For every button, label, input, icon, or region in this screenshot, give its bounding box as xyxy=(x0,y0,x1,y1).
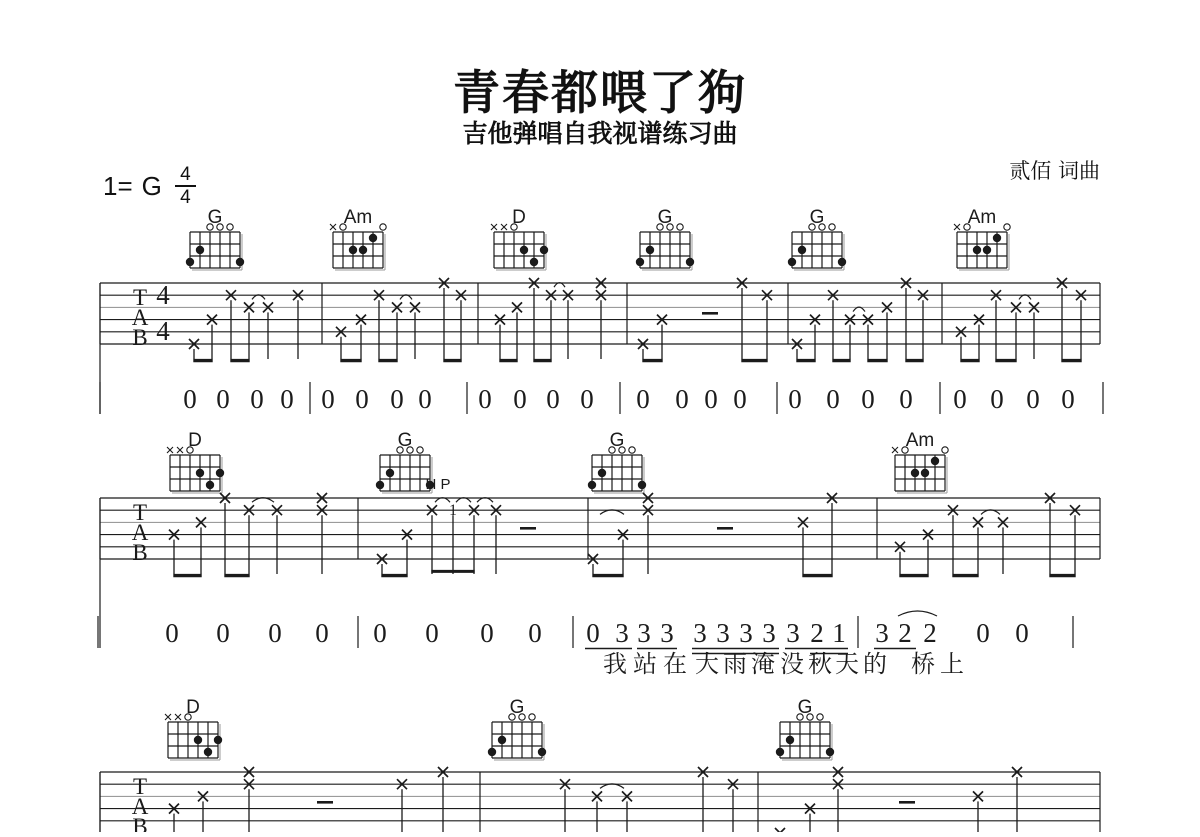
score-text: B xyxy=(132,814,148,832)
open-string-marker xyxy=(942,447,948,453)
score-text: 3 xyxy=(739,618,753,648)
finger-dot xyxy=(488,748,496,756)
score-text: 0 xyxy=(546,384,560,414)
score-text: 0 xyxy=(675,384,689,414)
muted-string-marker xyxy=(491,224,497,230)
score-text: T xyxy=(132,774,148,799)
song-title: 青春都喂了狗 xyxy=(453,66,747,121)
score-text: G xyxy=(509,697,525,718)
score-text: 站 xyxy=(633,650,657,678)
finger-dot xyxy=(376,481,384,489)
score-text: 0 xyxy=(321,384,335,414)
finger-dot xyxy=(686,258,694,266)
finger-dot xyxy=(993,234,1001,242)
score-text: 2 xyxy=(810,618,824,648)
score-text: A xyxy=(131,794,149,819)
half-rest-dash xyxy=(317,801,333,804)
score-text: 0 xyxy=(425,618,439,648)
tab-x-note xyxy=(775,828,785,832)
score-text: 雨 xyxy=(723,650,747,678)
finger-dot xyxy=(359,246,367,254)
score-text: 桥 xyxy=(911,650,935,678)
score-text: 4 xyxy=(156,316,170,346)
finger-dot xyxy=(538,748,546,756)
score-text: 0 xyxy=(165,618,179,648)
score-text: 大 xyxy=(695,650,719,678)
finger-dot xyxy=(498,736,506,744)
finger-dot xyxy=(826,748,834,756)
score-text: G xyxy=(397,430,413,451)
score-text: 0 xyxy=(704,384,718,414)
score-text: Am xyxy=(905,430,935,451)
score-text: Am xyxy=(343,207,373,228)
score-text: 0 xyxy=(480,618,494,648)
score-text: 0 xyxy=(280,384,294,414)
finger-dot xyxy=(786,736,794,744)
finger-dot xyxy=(196,469,204,477)
muted-string-marker xyxy=(167,447,173,453)
finger-dot xyxy=(540,246,548,254)
score-text: 0 xyxy=(580,384,594,414)
score-text: 0 xyxy=(216,384,230,414)
half-rest-dash xyxy=(899,801,915,804)
song-subtitle: 吉他弹唱自我视谱练习曲 xyxy=(462,119,738,148)
finger-dot xyxy=(636,258,644,266)
jianpu-row xyxy=(98,611,1073,654)
score-text: 0 xyxy=(216,618,230,648)
score-text: 0 xyxy=(953,384,967,414)
finger-dot xyxy=(983,246,991,254)
score-text: 3 xyxy=(716,618,730,648)
score-text: 上 xyxy=(940,650,964,678)
score-text: 在 xyxy=(663,650,687,678)
half-rest-dash xyxy=(717,527,733,530)
score-text: A xyxy=(131,520,149,545)
score-text: 淹 xyxy=(751,650,775,678)
score-text: 0 xyxy=(250,384,264,414)
score-text: 0 xyxy=(1026,384,1040,414)
muted-string-marker xyxy=(175,714,181,720)
open-string-marker xyxy=(529,714,535,720)
score-text: 4 xyxy=(156,280,170,310)
score-text: 1 xyxy=(449,502,457,520)
muted-string-marker xyxy=(165,714,171,720)
chord-diagram-G xyxy=(488,697,546,760)
score-text: 0 xyxy=(1061,384,1075,414)
score-text: 的 xyxy=(863,650,887,678)
open-string-marker xyxy=(1004,224,1010,230)
score-text: 0 xyxy=(355,384,369,414)
finger-dot xyxy=(973,246,981,254)
score-text: 没 xyxy=(780,650,804,678)
finger-dot xyxy=(530,258,538,266)
score-text: 0 xyxy=(586,618,600,648)
score-text: Am xyxy=(967,207,997,228)
score-text: 0 xyxy=(418,384,432,414)
score-text: G xyxy=(207,207,223,228)
finger-dot xyxy=(206,481,214,489)
open-string-marker xyxy=(829,224,835,230)
score-text: G xyxy=(609,430,625,451)
open-string-marker xyxy=(227,224,233,230)
score-text: A xyxy=(131,305,149,330)
finger-dot xyxy=(386,469,394,477)
system-2 xyxy=(98,430,1100,678)
finger-dot xyxy=(931,457,939,465)
finger-dot xyxy=(788,258,796,266)
open-string-marker xyxy=(629,447,635,453)
score-text: 0 xyxy=(478,384,492,414)
muted-string-marker xyxy=(501,224,507,230)
score-text: 我 xyxy=(603,650,627,678)
score-text: 0 xyxy=(390,384,404,414)
composer-credit: 贰佰 词曲 xyxy=(1009,159,1100,183)
finger-dot xyxy=(196,246,204,254)
open-string-marker xyxy=(677,224,683,230)
chord-diagram-Am xyxy=(892,430,948,493)
score-text: D xyxy=(512,207,526,228)
score-text: D xyxy=(186,697,200,718)
jianpu-tie-arc xyxy=(898,611,937,616)
score-text: G xyxy=(797,697,813,718)
chord-diagram-G xyxy=(588,430,646,493)
finger-dot xyxy=(204,748,212,756)
finger-dot xyxy=(236,258,244,266)
score-text: 3 xyxy=(762,618,776,648)
score-text: 0 xyxy=(528,618,542,648)
chord-diagram-D xyxy=(167,430,224,493)
chord-diagram-D xyxy=(165,697,222,760)
chord-diagram-G xyxy=(776,697,834,760)
score-text: 0 xyxy=(788,384,802,414)
finger-dot xyxy=(216,469,224,477)
score-text: 0 xyxy=(513,384,527,414)
finger-dot xyxy=(921,469,929,477)
score-text: D xyxy=(188,430,202,451)
open-string-marker xyxy=(417,447,423,453)
score-text: 0 xyxy=(373,618,387,648)
finger-dot xyxy=(911,469,919,477)
score-text: H P xyxy=(425,476,451,493)
score-text: 3 xyxy=(637,618,651,648)
finger-dot xyxy=(520,246,528,254)
muted-string-marker xyxy=(177,447,183,453)
score-text: 0 xyxy=(1015,618,1029,648)
score-text: 3 xyxy=(615,618,629,648)
score-text: 0 xyxy=(976,618,990,648)
score-text: 天 xyxy=(835,650,859,678)
finger-dot xyxy=(646,246,654,254)
score-text: G xyxy=(809,207,825,228)
chord-diagram-D xyxy=(491,207,548,270)
lyrics-line xyxy=(603,650,964,678)
system-1 xyxy=(100,207,1103,414)
score-text: 0 xyxy=(315,618,329,648)
score-text: 0 xyxy=(990,384,1004,414)
score-text: 0 xyxy=(733,384,747,414)
score-text: T xyxy=(132,500,148,525)
chord-diagram-G xyxy=(636,207,694,270)
score-text: 2 xyxy=(898,618,912,648)
score-text: 3 xyxy=(786,618,800,648)
muted-string-marker xyxy=(330,224,336,230)
score-text: 0 xyxy=(899,384,913,414)
finger-dot xyxy=(369,234,377,242)
score-text: 1 xyxy=(832,618,846,648)
finger-dot xyxy=(214,736,222,744)
finger-dot xyxy=(186,258,194,266)
half-rest-dash xyxy=(520,527,536,530)
score-text: 秋 xyxy=(808,650,832,678)
score-text: 2 xyxy=(923,618,937,648)
open-string-marker xyxy=(817,714,823,720)
time-bottom: 4 xyxy=(180,187,191,208)
score-text: 0 xyxy=(268,618,282,648)
chord-diagram-G xyxy=(186,207,244,270)
score-text: 3 xyxy=(693,618,707,648)
finger-dot xyxy=(598,469,606,477)
score-text: 0 xyxy=(636,384,650,414)
key-prefix: 1= xyxy=(103,170,133,201)
score-text: B xyxy=(132,540,148,565)
muted-string-marker xyxy=(892,447,898,453)
chord-diagram-Am xyxy=(954,207,1010,270)
score-text: 3 xyxy=(660,618,674,648)
system-3 xyxy=(100,697,1100,832)
finger-dot xyxy=(349,246,357,254)
score-text: T xyxy=(132,285,148,310)
score-text: 0 xyxy=(861,384,875,414)
score-text: 0 xyxy=(183,384,197,414)
score-text: 0 xyxy=(826,384,840,414)
chord-diagram-Am xyxy=(330,207,386,270)
open-string-marker xyxy=(380,224,386,230)
finger-dot xyxy=(588,481,596,489)
finger-dot xyxy=(638,481,646,489)
time-top: 4 xyxy=(180,164,191,185)
finger-dot xyxy=(798,246,806,254)
half-rest-dash xyxy=(702,312,718,315)
score-text: 3 xyxy=(875,618,889,648)
finger-dot xyxy=(838,258,846,266)
chord-diagram-G xyxy=(788,207,846,270)
jianpu-row xyxy=(100,382,1103,414)
score-text: G xyxy=(657,207,673,228)
finger-dot xyxy=(194,736,202,744)
muted-string-marker xyxy=(954,224,960,230)
key-name: G xyxy=(141,170,162,201)
finger-dot xyxy=(776,748,784,756)
score-text: B xyxy=(132,325,148,350)
